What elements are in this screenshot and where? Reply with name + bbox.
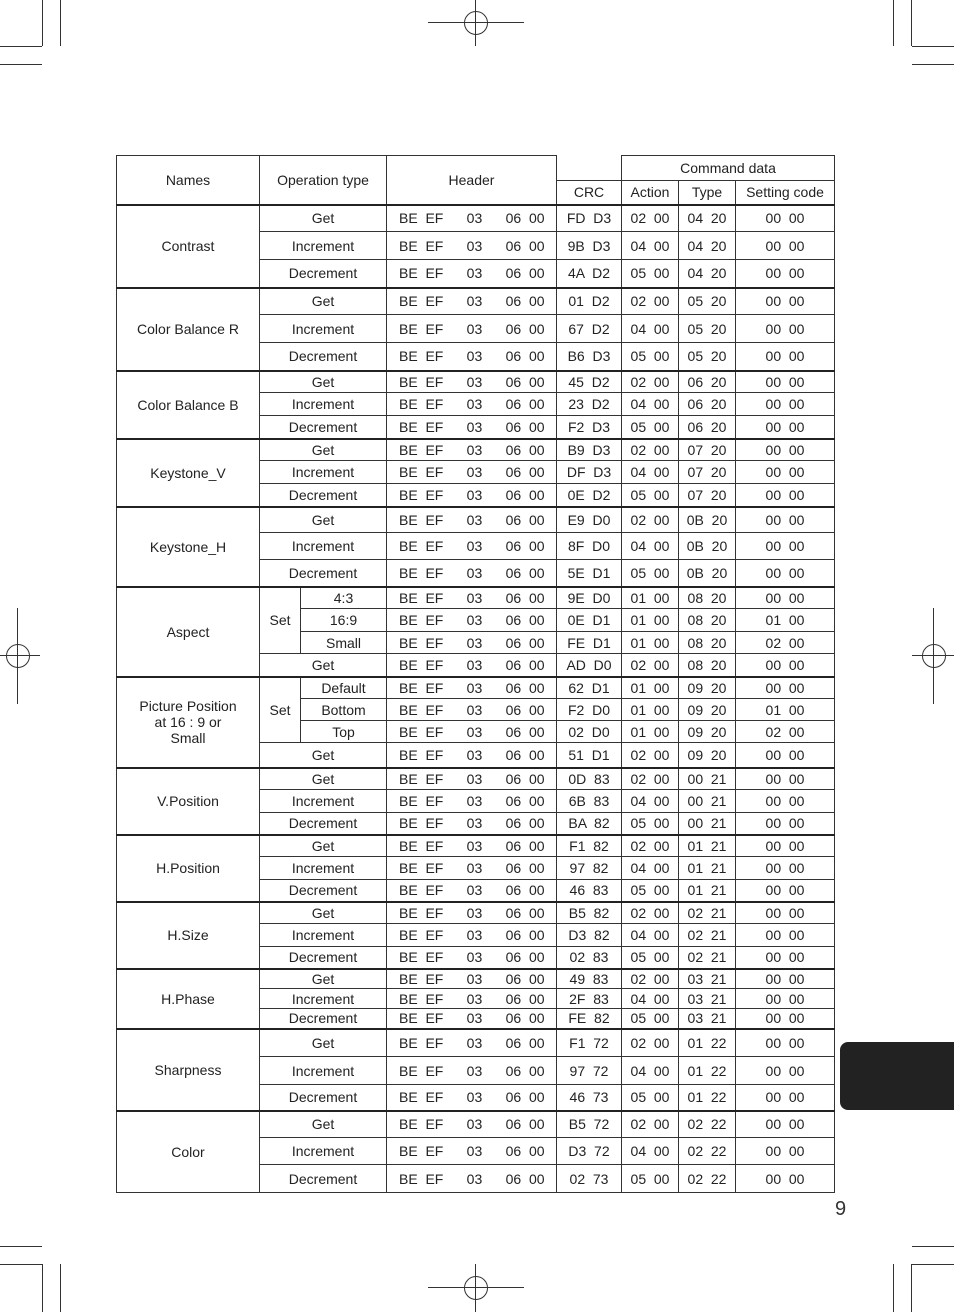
operation-type: Increment — [260, 1057, 387, 1085]
operation-type: Get — [260, 288, 387, 315]
setting-code-value: 00 00 — [736, 484, 835, 507]
row-name: H.Position — [117, 835, 260, 902]
header-bytes: BE EF 03 06 00 — [387, 790, 557, 813]
operation-type: Decrement — [260, 880, 387, 902]
crc-value: 6B 83 — [557, 790, 622, 813]
action-value: 05 00 — [622, 1085, 679, 1111]
setting-code-value: 00 00 — [736, 790, 835, 813]
setting-code-value: 00 00 — [736, 461, 835, 484]
header-bytes: BE EF 03 06 00 — [387, 857, 557, 880]
action-value: 02 00 — [622, 507, 679, 533]
type-value: 09 20 — [679, 721, 736, 743]
setting-code-value: 00 00 — [736, 507, 835, 533]
command-table — [116, 155, 835, 1193]
setting-code-value: 00 00 — [736, 1009, 835, 1029]
operation-type: Get — [260, 507, 387, 533]
crc-value: B5 82 — [557, 902, 622, 924]
row-name: Contrast — [117, 205, 260, 288]
row-name: Color Balance R — [117, 288, 260, 371]
setting-code-value: 00 00 — [736, 924, 835, 947]
setting-code-value: 00 00 — [736, 260, 835, 288]
operation-type: Get — [260, 205, 387, 232]
type-value: 06 20 — [679, 371, 736, 393]
operation-type: Increment — [260, 924, 387, 947]
action-value: 05 00 — [622, 947, 679, 969]
operation-type: Decrement — [260, 560, 387, 587]
crc-value: B6 D3 — [557, 343, 622, 371]
header-crc: CRC — [557, 181, 622, 205]
crc-value: E9 D0 — [557, 507, 622, 533]
operation-type: Decrement — [260, 1085, 387, 1111]
table-row — [117, 288, 835, 315]
type-value: 03 21 — [679, 969, 736, 989]
action-value: 02 00 — [622, 835, 679, 857]
action-value: 02 00 — [622, 969, 679, 989]
setting-code-value: 00 00 — [736, 343, 835, 371]
header-bytes: BE EF 03 06 00 — [387, 371, 557, 393]
type-value: 05 20 — [679, 288, 736, 315]
type-value: 07 20 — [679, 461, 736, 484]
table-row — [117, 969, 835, 989]
operation-type: Get — [260, 835, 387, 857]
operation-type: Get — [260, 1111, 387, 1138]
crc-value: 01 D2 — [557, 288, 622, 315]
action-value: 01 00 — [622, 609, 679, 632]
header-bytes: BE EF 03 06 00 — [387, 1165, 557, 1193]
setting-code-value: 00 00 — [736, 1165, 835, 1193]
row-name: Picture Position at 16 : 9 or Small — [117, 677, 260, 768]
action-value: 02 00 — [622, 902, 679, 924]
crc-value: 51 D1 — [557, 743, 622, 768]
header-crc-spacer — [557, 156, 622, 181]
operation-type: Increment — [260, 461, 387, 484]
crc-value: 97 72 — [557, 1057, 622, 1085]
header-setting-code: Setting code — [736, 181, 835, 205]
row-name: Color Balance B — [117, 371, 260, 439]
operation-type: Increment — [260, 790, 387, 813]
table-row — [117, 587, 835, 609]
operation-option: Top — [301, 721, 387, 743]
header-header: Header — [387, 156, 557, 205]
crc-value: 02 D0 — [557, 721, 622, 743]
action-value: 05 00 — [622, 813, 679, 835]
header-bytes: BE EF 03 06 00 — [387, 533, 557, 560]
type-value: 0B 20 — [679, 533, 736, 560]
action-value: 04 00 — [622, 1138, 679, 1165]
type-value: 01 21 — [679, 880, 736, 902]
table-row — [117, 835, 835, 857]
row-name: Aspect — [117, 587, 260, 677]
type-value: 01 21 — [679, 857, 736, 880]
crc-value: 8F D0 — [557, 533, 622, 560]
operation-type: Get — [260, 1029, 387, 1057]
type-value: 05 20 — [679, 343, 736, 371]
action-value: 02 00 — [622, 1029, 679, 1057]
operation-type: Decrement — [260, 416, 387, 439]
action-value: 02 00 — [622, 371, 679, 393]
header-bytes: BE EF 03 06 00 — [387, 484, 557, 507]
row-name: Sharpness — [117, 1029, 260, 1111]
crc-value: 0D 83 — [557, 768, 622, 790]
header-command-data: Command data — [622, 156, 835, 181]
operation-type: Increment — [260, 857, 387, 880]
row-name: H.Size — [117, 902, 260, 969]
type-value: 00 21 — [679, 813, 736, 835]
crc-value: 23 D2 — [557, 393, 622, 416]
header-bytes: BE EF 03 06 00 — [387, 969, 557, 989]
operation-type: Decrement — [260, 1009, 387, 1029]
type-value: 06 20 — [679, 393, 736, 416]
type-value: 09 20 — [679, 699, 736, 721]
setting-code-value: 00 00 — [736, 439, 835, 461]
setting-code-value: 00 00 — [736, 1029, 835, 1057]
header-type: Type — [679, 181, 736, 205]
action-value: 04 00 — [622, 533, 679, 560]
crc-value: B9 D3 — [557, 439, 622, 461]
type-value: 03 21 — [679, 989, 736, 1009]
setting-code-value: 00 00 — [736, 813, 835, 835]
operation-type: Get — [260, 743, 387, 768]
setting-code-value: 00 00 — [736, 902, 835, 924]
header-bytes: BE EF 03 06 00 — [387, 416, 557, 439]
action-value: 02 00 — [622, 1111, 679, 1138]
type-value: 0B 20 — [679, 507, 736, 533]
action-value: 05 00 — [622, 484, 679, 507]
setting-code-value: 02 00 — [736, 632, 835, 654]
crc-value: 0E D1 — [557, 609, 622, 632]
crc-value: D3 72 — [557, 1138, 622, 1165]
header-bytes: BE EF 03 06 00 — [387, 560, 557, 587]
action-value: 01 00 — [622, 677, 679, 699]
setting-code-value: 00 00 — [736, 989, 835, 1009]
header-bytes: BE EF 03 06 00 — [387, 632, 557, 654]
header-bytes: BE EF 03 06 00 — [387, 880, 557, 902]
action-value: 02 00 — [622, 768, 679, 790]
type-value: 00 21 — [679, 768, 736, 790]
type-value: 04 20 — [679, 232, 736, 260]
type-value: 09 20 — [679, 677, 736, 699]
action-value: 05 00 — [622, 560, 679, 587]
operation-option: 16:9 — [301, 609, 387, 632]
operation-type: Decrement — [260, 484, 387, 507]
setting-code-value: 00 00 — [736, 587, 835, 609]
crc-value: 46 73 — [557, 1085, 622, 1111]
operation-type: Decrement — [260, 260, 387, 288]
header-bytes: BE EF 03 06 00 — [387, 461, 557, 484]
header-bytes: BE EF 03 06 00 — [387, 288, 557, 315]
table-row — [117, 1111, 835, 1138]
crc-value: 4A D2 — [557, 260, 622, 288]
type-value: 04 20 — [679, 205, 736, 232]
table-row — [117, 507, 835, 533]
crc-value: F1 72 — [557, 1029, 622, 1057]
action-value: 01 00 — [622, 632, 679, 654]
type-value: 08 20 — [679, 587, 736, 609]
action-value: 04 00 — [622, 924, 679, 947]
setting-code-value: 01 00 — [736, 609, 835, 632]
action-value: 01 00 — [622, 587, 679, 609]
setting-code-value: 00 00 — [736, 416, 835, 439]
type-value: 09 20 — [679, 743, 736, 768]
operation-option: 4:3 — [301, 587, 387, 609]
crc-value: FE 82 — [557, 1009, 622, 1029]
action-value: 04 00 — [622, 393, 679, 416]
setting-code-value: 00 00 — [736, 835, 835, 857]
crc-value: 2F 83 — [557, 989, 622, 1009]
action-value: 01 00 — [622, 721, 679, 743]
type-value: 08 20 — [679, 654, 736, 677]
setting-code-value: 00 00 — [736, 1085, 835, 1111]
operation-option: Small — [301, 632, 387, 654]
crc-value: 67 D2 — [557, 315, 622, 343]
crc-value: 97 82 — [557, 857, 622, 880]
action-value: 04 00 — [622, 989, 679, 1009]
type-value: 02 22 — [679, 1111, 736, 1138]
operation-type: Increment — [260, 533, 387, 560]
header-bytes: BE EF 03 06 00 — [387, 654, 557, 677]
table-row — [117, 439, 835, 461]
header-operation-type: Operation type — [260, 156, 387, 205]
table-row — [117, 768, 835, 790]
setting-code-value: 00 00 — [736, 393, 835, 416]
header-bytes: BE EF 03 06 00 — [387, 205, 557, 232]
operation-type: Get — [260, 768, 387, 790]
type-value: 04 20 — [679, 260, 736, 288]
action-value: 02 00 — [622, 439, 679, 461]
header-bytes: BE EF 03 06 00 — [387, 393, 557, 416]
setting-code-value: 00 00 — [736, 969, 835, 989]
operation-type: Increment — [260, 232, 387, 260]
setting-code-value: 00 00 — [736, 857, 835, 880]
setting-code-value: 02 00 — [736, 721, 835, 743]
crc-value: FD D3 — [557, 205, 622, 232]
operation-type: Increment — [260, 393, 387, 416]
table-row — [117, 371, 835, 393]
crc-value: BA 82 — [557, 813, 622, 835]
setting-code-value: 00 00 — [736, 371, 835, 393]
crc-value: F1 82 — [557, 835, 622, 857]
type-value: 08 20 — [679, 632, 736, 654]
operation-type: Increment — [260, 989, 387, 1009]
table-row — [117, 677, 835, 699]
type-value: 01 22 — [679, 1057, 736, 1085]
header-bytes: BE EF 03 06 00 — [387, 902, 557, 924]
type-value: 03 21 — [679, 1009, 736, 1029]
row-name: H.Phase — [117, 969, 260, 1029]
operation-option: Bottom — [301, 699, 387, 721]
action-value: 05 00 — [622, 880, 679, 902]
action-value: 05 00 — [622, 260, 679, 288]
operation-type: Increment — [260, 1138, 387, 1165]
operation-type: Get — [260, 969, 387, 989]
crc-value: 02 83 — [557, 947, 622, 969]
header-action: Action — [622, 181, 679, 205]
table-row — [117, 205, 835, 232]
header-bytes: BE EF 03 06 00 — [387, 677, 557, 699]
type-value: 02 21 — [679, 947, 736, 969]
action-value: 02 00 — [622, 288, 679, 315]
operation-type: Get — [260, 439, 387, 461]
type-value: 07 20 — [679, 484, 736, 507]
setting-code-value: 00 00 — [736, 232, 835, 260]
row-name: Color — [117, 1111, 260, 1193]
type-value: 0B 20 — [679, 560, 736, 587]
header-bytes: BE EF 03 06 00 — [387, 721, 557, 743]
row-name: Keystone_V — [117, 439, 260, 507]
crc-value: 9B D3 — [557, 232, 622, 260]
header-bytes: BE EF 03 06 00 — [387, 813, 557, 835]
crc-value: 9E D0 — [557, 587, 622, 609]
command-table-body — [117, 205, 835, 1193]
setting-code-value: 00 00 — [736, 947, 835, 969]
set-label: Set — [260, 587, 301, 654]
action-value: 05 00 — [622, 343, 679, 371]
type-value: 02 22 — [679, 1165, 736, 1193]
header-bytes: BE EF 03 06 00 — [387, 989, 557, 1009]
table-row — [117, 902, 835, 924]
header-bytes: BE EF 03 06 00 — [387, 1057, 557, 1085]
action-value: 01 00 — [622, 699, 679, 721]
setting-code-value: 00 00 — [736, 1138, 835, 1165]
setting-code-value: 00 00 — [736, 677, 835, 699]
setting-code-value: 00 00 — [736, 743, 835, 768]
header-bytes: BE EF 03 06 00 — [387, 315, 557, 343]
header-bytes: BE EF 03 06 00 — [387, 1085, 557, 1111]
setting-code-value: 00 00 — [736, 560, 835, 587]
operation-type: Get — [260, 654, 387, 677]
action-value: 04 00 — [622, 461, 679, 484]
header-bytes: BE EF 03 06 00 — [387, 343, 557, 371]
action-value: 02 00 — [622, 654, 679, 677]
setting-code-value: 00 00 — [736, 880, 835, 902]
header-bytes: BE EF 03 06 00 — [387, 439, 557, 461]
header-bytes: BE EF 03 06 00 — [387, 699, 557, 721]
header-bytes: BE EF 03 06 00 — [387, 1138, 557, 1165]
row-name: V.Position — [117, 768, 260, 835]
crc-value: 62 D1 — [557, 677, 622, 699]
operation-type: Get — [260, 371, 387, 393]
crc-value: FE D1 — [557, 632, 622, 654]
type-value: 00 21 — [679, 790, 736, 813]
action-value: 02 00 — [622, 743, 679, 768]
type-value: 05 20 — [679, 315, 736, 343]
setting-code-value: 00 00 — [736, 1057, 835, 1085]
header-bytes: BE EF 03 06 00 — [387, 1111, 557, 1138]
header-bytes: BE EF 03 06 00 — [387, 609, 557, 632]
header-bytes: BE EF 03 06 00 — [387, 260, 557, 288]
crc-value: 0E D2 — [557, 484, 622, 507]
action-value: 05 00 — [622, 416, 679, 439]
action-value: 04 00 — [622, 790, 679, 813]
operation-type: Decrement — [260, 1165, 387, 1193]
crc-value: DF D3 — [557, 461, 622, 484]
section-tab — [840, 1042, 954, 1110]
type-value: 02 21 — [679, 924, 736, 947]
operation-type: Decrement — [260, 947, 387, 969]
header-bytes: BE EF 03 06 00 — [387, 924, 557, 947]
table-row — [117, 1029, 835, 1057]
action-value: 05 00 — [622, 1165, 679, 1193]
setting-code-value: 00 00 — [736, 768, 835, 790]
set-label: Set — [260, 677, 301, 743]
crc-value: F2 D0 — [557, 699, 622, 721]
header-bytes: BE EF 03 06 00 — [387, 1029, 557, 1057]
setting-code-value: 01 00 — [736, 699, 835, 721]
action-value: 04 00 — [622, 232, 679, 260]
crc-value: 49 83 — [557, 969, 622, 989]
type-value: 01 21 — [679, 835, 736, 857]
header-bytes: BE EF 03 06 00 — [387, 768, 557, 790]
header-bytes: BE EF 03 06 00 — [387, 587, 557, 609]
page-number: 9 — [835, 1198, 847, 1220]
setting-code-value: 00 00 — [736, 315, 835, 343]
type-value: 06 20 — [679, 416, 736, 439]
header-bytes: BE EF 03 06 00 — [387, 507, 557, 533]
type-value: 07 20 — [679, 439, 736, 461]
action-value: 02 00 — [622, 205, 679, 232]
operation-type: Decrement — [260, 813, 387, 835]
header-names: Names — [117, 156, 260, 205]
crc-value: AD D0 — [557, 654, 622, 677]
action-value: 05 00 — [622, 1009, 679, 1029]
type-value: 08 20 — [679, 609, 736, 632]
setting-code-value: 00 00 — [736, 533, 835, 560]
setting-code-value: 00 00 — [736, 205, 835, 232]
header-bytes: BE EF 03 06 00 — [387, 232, 557, 260]
header-bytes: BE EF 03 06 00 — [387, 947, 557, 969]
header-bytes: BE EF 03 06 00 — [387, 743, 557, 768]
setting-code-value: 00 00 — [736, 1111, 835, 1138]
crc-value: 45 D2 — [557, 371, 622, 393]
crc-value: D3 82 — [557, 924, 622, 947]
crc-value: 02 73 — [557, 1165, 622, 1193]
action-value: 04 00 — [622, 1057, 679, 1085]
operation-type: Increment — [260, 315, 387, 343]
type-value: 02 22 — [679, 1138, 736, 1165]
type-value: 01 22 — [679, 1029, 736, 1057]
operation-type: Decrement — [260, 343, 387, 371]
setting-code-value: 00 00 — [736, 288, 835, 315]
action-value: 04 00 — [622, 315, 679, 343]
setting-code-value: 00 00 — [736, 654, 835, 677]
crc-value: B5 72 — [557, 1111, 622, 1138]
row-name: Keystone_H — [117, 507, 260, 587]
crc-value: 46 83 — [557, 880, 622, 902]
crc-value: 5E D1 — [557, 560, 622, 587]
header-bytes: BE EF 03 06 00 — [387, 1009, 557, 1029]
crc-value: F2 D3 — [557, 416, 622, 439]
operation-option: Default — [301, 677, 387, 699]
type-value: 01 22 — [679, 1085, 736, 1111]
operation-type: Get — [260, 902, 387, 924]
type-value: 02 21 — [679, 902, 736, 924]
header-bytes: BE EF 03 06 00 — [387, 835, 557, 857]
action-value: 04 00 — [622, 857, 679, 880]
